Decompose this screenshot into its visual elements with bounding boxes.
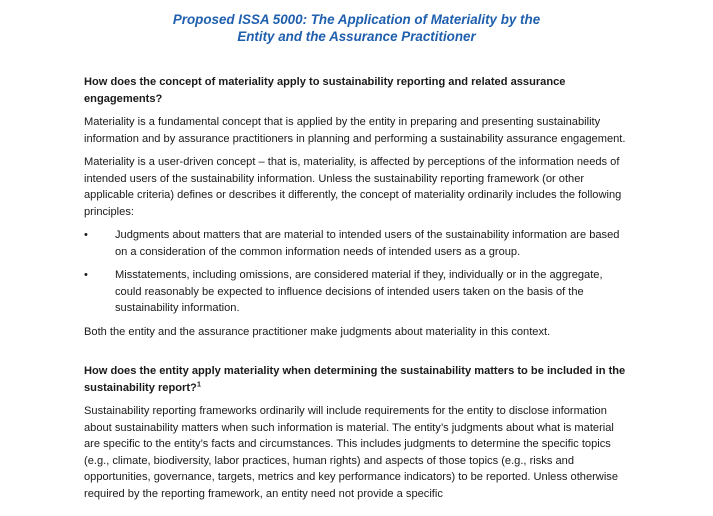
bullet-marker: • bbox=[84, 269, 88, 281]
section-2-question-text: How does the entity apply materiality when determining the sustainability matters to be included in the sustainability report? bbox=[84, 365, 626, 394]
title-line-1: Proposed ISSA 5000: The Application of Materiality by the bbox=[172, 12, 541, 27]
bullet-text: Judgments about matters that are material to intended users of the sustainability information are based on a consideration of the common information needs of intended users as a group. bbox=[115, 229, 620, 258]
bullet-marker: • bbox=[84, 229, 88, 241]
list-item bbox=[84, 267, 632, 317]
section-2-question bbox=[84, 363, 632, 396]
section-1-paragraph-2: Materiality is a user-driven concept – that is, materiality, is affected by perceptions of the information needs of intended users of the sustainability information. Unless the sustainability reporting framework (or other applicable criteria) defines or describes it differently, the concept of materiality ordinarily includes the following principles: bbox=[84, 156, 622, 218]
document-body bbox=[84, 74, 632, 509]
section-1-question: How does the concept of materiality apply to sustainability reporting and related assurance engagements? bbox=[84, 76, 566, 105]
principles-list bbox=[84, 227, 632, 317]
section-1-paragraph-1: Materiality is a fundamental concept that is applied by the entity in preparing and presenting sustainability information and by assurance practitioners in planning and performing a sustainability assurance engagement. bbox=[84, 116, 626, 145]
bullet-text: Misstatements, including omissions, are considered material if they, individually or in the aggregate, could reasonably be expected to influence decisions of intended users taken on the basis of the sustainability information. bbox=[115, 269, 603, 314]
footnote-reference[interactable]: 1 bbox=[196, 378, 201, 388]
section-2-paragraph-1: Sustainability reporting frameworks ordinarily will include requirements for the entity to disclose information about sustainability matters when such information is material. The entity’s judgments about what is material are specific to the entity’s facts and circumstances. This includes judgments to determine the specific topics (e.g., climate, biodiversity, labor practices, human rights) and aspects of those topics (e.g., risks and opportunities, governance, targets, metrics and key performance indicators) to be reported. Unless otherwise required by the reporting framework, an entity need not provide a specific bbox=[84, 405, 619, 500]
section-1-paragraph-3: Both the entity and the assurance practitioner make judgments about materiality in this context. bbox=[84, 325, 551, 338]
list-item bbox=[84, 227, 632, 260]
title-line-2: Entity and the Assurance Practitioner bbox=[237, 29, 476, 44]
document-title bbox=[0, 11, 713, 45]
